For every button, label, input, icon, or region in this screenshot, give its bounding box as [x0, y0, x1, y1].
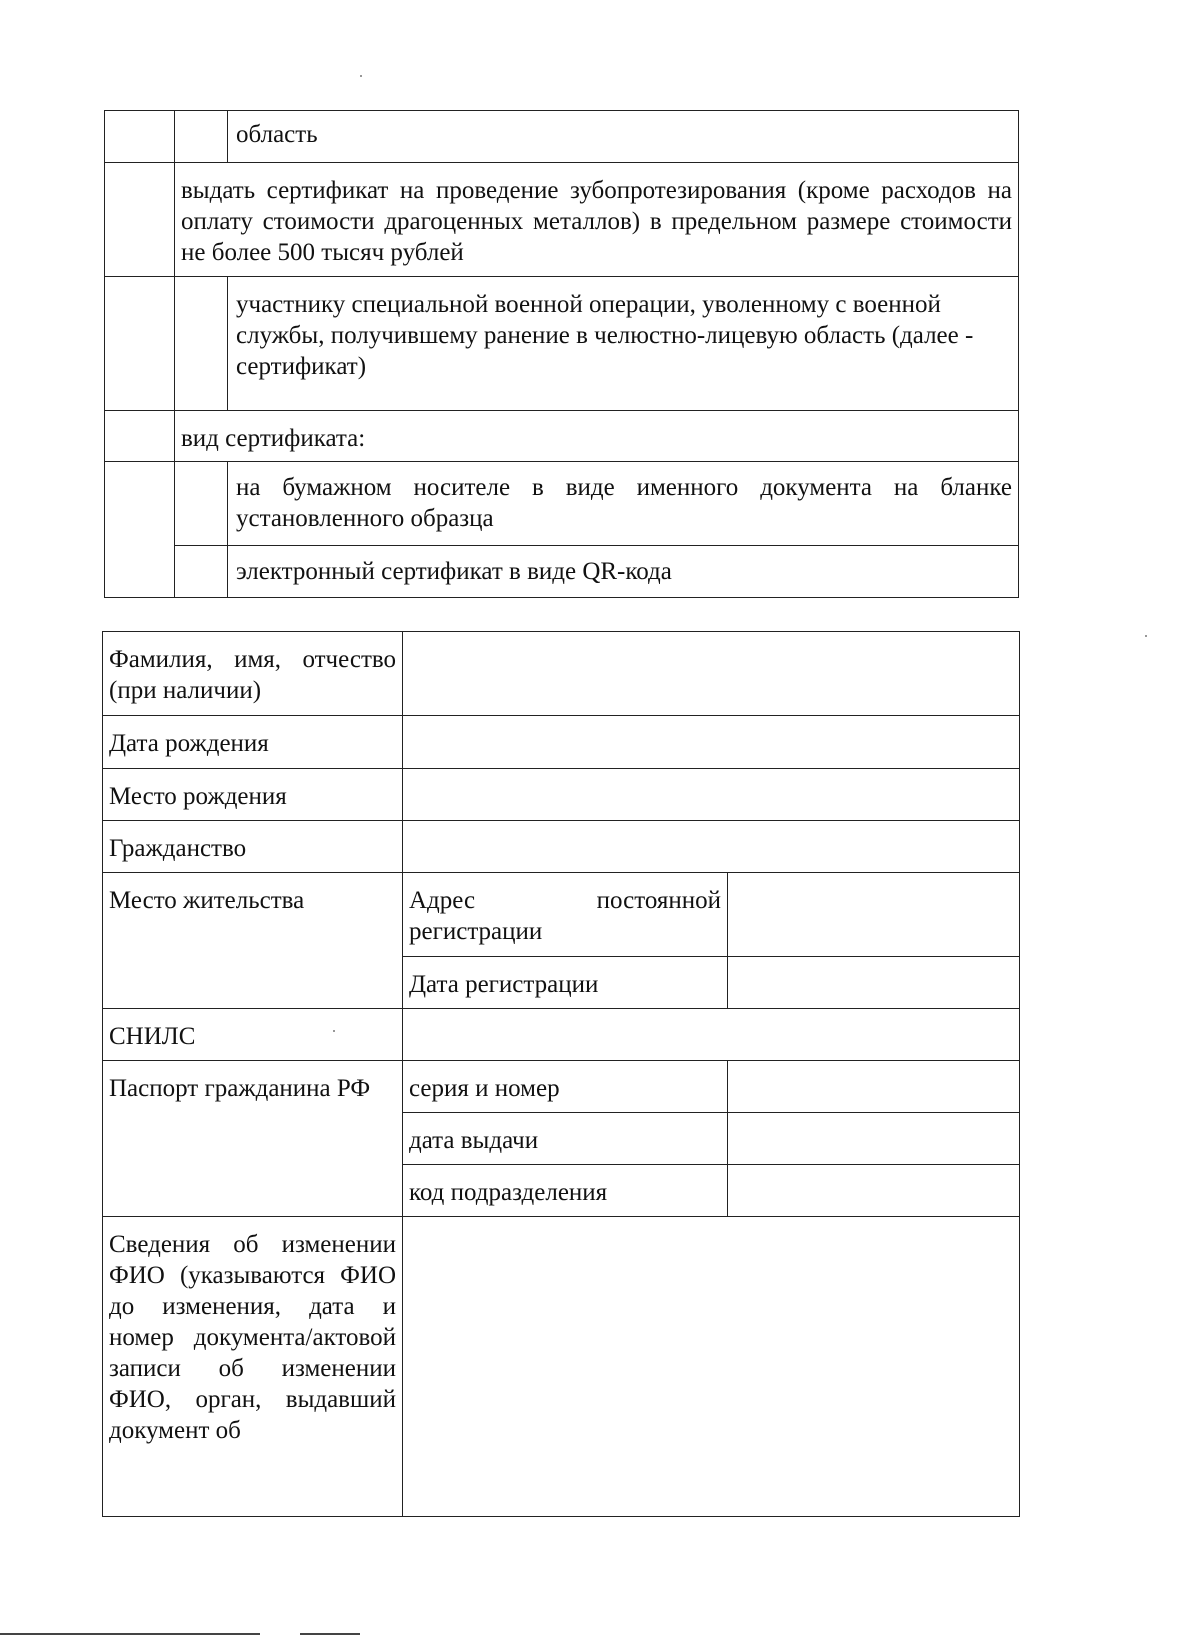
scan-edge-line [0, 1633, 260, 1635]
certificate-options-table [104, 110, 1019, 598]
name-change-field[interactable] [403, 1217, 1020, 1517]
snils-field[interactable] [403, 1009, 1020, 1061]
checkbox-cell[interactable] [175, 462, 228, 546]
scan-speck [1145, 635, 1147, 637]
passport-division-code-field[interactable] [728, 1165, 1020, 1217]
passport-series-field[interactable] [728, 1061, 1020, 1113]
text-recipient-participant: участнику специальной военной операции, уволенному с военной службы, получившему ранение в челюстно-лицевую область (далее - сертификат) [228, 277, 1019, 411]
checkbox-cell[interactable] [105, 277, 175, 411]
name-change-label: Сведения об изменении ФИО (указываются ФИО до изменения, дата и номер документа/актовой записи об изменении ФИО, орган, выдавший документ об [103, 1217, 403, 1517]
personal-data-form [102, 631, 1020, 1517]
text-electronic-certificate: электронный сертификат в виде QR-кода [228, 546, 1019, 598]
passport-label: Паспорт гражданина РФ [103, 1061, 403, 1217]
checkbox-cell[interactable] [175, 277, 228, 411]
registration-date-label: Дата регистрации [403, 957, 728, 1009]
checkbox-cell[interactable] [105, 111, 175, 163]
birth-date-field[interactable] [403, 716, 1020, 769]
passport-series-label: серия и номер [403, 1061, 728, 1113]
text-certificate-type-heading: вид сертификата: [175, 411, 1019, 462]
text-paper-certificate: на бумажном носителе в виде именного документа на бланке установленного образца [228, 462, 1019, 546]
checkbox-cell[interactable] [105, 411, 175, 462]
residence-label: Место жительства [103, 873, 403, 1009]
scan-edge-line [300, 1633, 360, 1635]
text-region-continued: область [228, 111, 1019, 163]
birth-place-label: Место рождения [103, 769, 403, 821]
scan-speck [360, 75, 362, 77]
checkbox-cell[interactable] [175, 111, 228, 163]
birth-place-field[interactable] [403, 769, 1020, 821]
citizenship-field[interactable] [403, 821, 1020, 873]
registration-address-label: Адрес постоянной регистрации [403, 873, 728, 957]
text-issue-certificate: выдать сертификат на проведение зубопротезирования (кроме расходов на оплату стоимости драгоценных металлов) в предельном размере стоимости не более 500 тысяч рублей [175, 163, 1019, 277]
birth-date-label: Дата рождения [103, 716, 403, 769]
snils-label: СНИЛС [103, 1009, 403, 1061]
citizenship-label: Гражданство [103, 821, 403, 873]
fio-field[interactable] [403, 632, 1020, 716]
passport-issue-date-field[interactable] [728, 1113, 1020, 1165]
registration-address-field[interactable] [728, 873, 1020, 957]
checkbox-cell[interactable] [105, 462, 175, 598]
passport-issue-date-label: дата выдачи [403, 1113, 728, 1165]
fio-label: Фамилия, имя, отчество (при наличии) [103, 632, 403, 716]
scan-speck [333, 1030, 335, 1032]
registration-date-field[interactable] [728, 957, 1020, 1009]
checkbox-cell[interactable] [105, 163, 175, 277]
checkbox-cell[interactable] [175, 546, 228, 598]
passport-division-code-label: код подразделения [403, 1165, 728, 1217]
